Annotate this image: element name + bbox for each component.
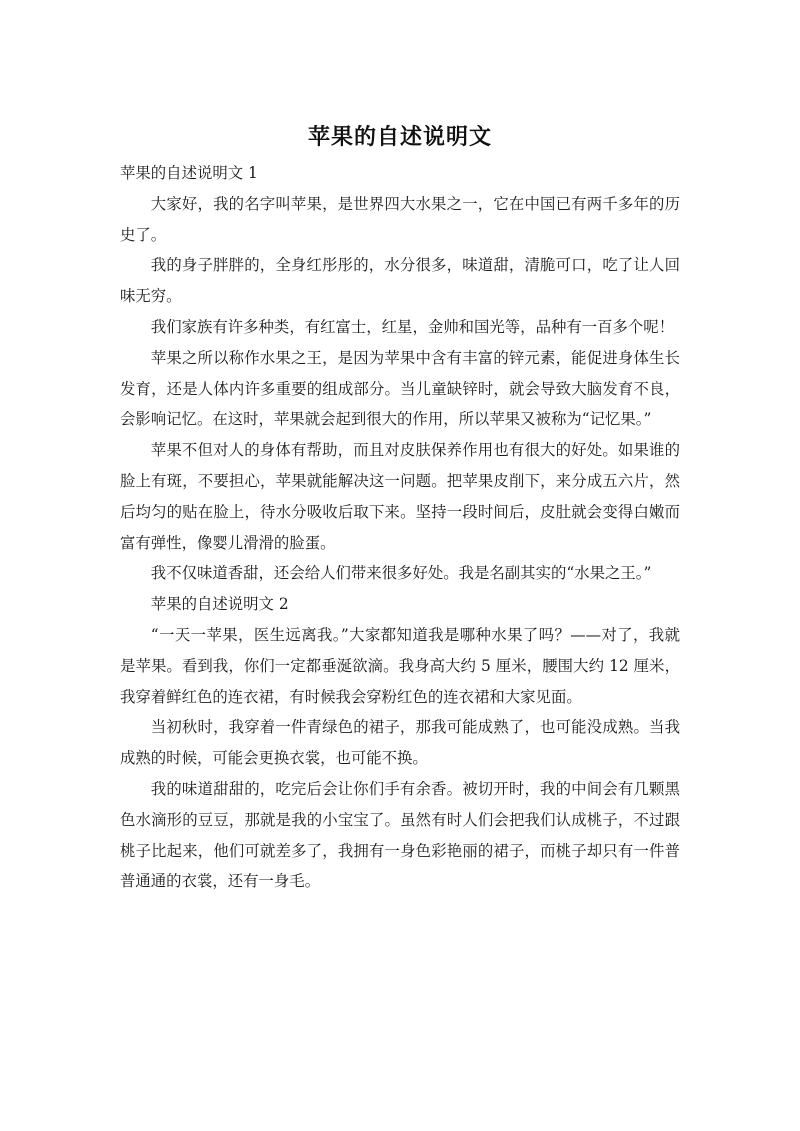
document-body — [120, 158, 680, 897]
document-title: 苹果的自述说明文 — [307, 125, 492, 150]
paragraph: 我的身子胖胖的，全身红彤彤的，水分很多，味道甜，清脆可口，吃了让人回味无穷。 — [120, 256, 680, 306]
section-heading-1: 苹果的自述说明文 1 — [120, 164, 258, 182]
section-heading-2: 苹果的自述说明文 2 — [150, 595, 289, 614]
paragraph: “一天一苹果，医生远离我。”大家都知道我是哪种水果了吗？——对了，我就是苹果。看到我，你们一定都垂涎欲滴。我身高大约 5 厘米，腰围大约 12 厘米，我穿着鲜红色的连衣裙，有时候我会穿粉红色的连衣裙和大家见面。 — [120, 625, 680, 706]
paragraph: 苹果之所以称作水果之王，是因为苹果中含有丰富的锌元素，能促进身体生长发育，还是人体内许多重要的组成部分。当儿童缺锌时，就会导致大脑发育不良，会影响记忆。在这时，苹果就会起到很大的作用，所以苹果又被称为“记忆果。” — [120, 348, 680, 429]
paragraph: 我不仅味道香甜，还会给人们带来很多好处。我是名副其实的“水果之王。” — [150, 564, 652, 583]
paragraph: 我们家族有许多种类，有红富士，红星，金帅和国光等，品种有一百多个呢！ — [150, 317, 675, 336]
paragraph: 大家好，我的名字叫苹果，是世界四大水果之一，它在中国已有两千多年的历史了。 — [120, 194, 680, 244]
paragraph: 苹果不但对人的身体有帮助，而且对皮肤保养作用也有很大的好处。如果谁的脸上有斑，不要担心，苹果就能解决这一问题。把苹果皮削下，来分成五六片，然后均匀的贴在脸上，待水分吸收后取下来。坚持一段时间后，皮肚就会变得白嫩而富有弹性，像婴儿滑滑的脸蛋。 — [120, 441, 680, 552]
paragraph: 当初秋时，我穿着一件青绿色的裙子，那我可能成熟了，也可能没成熟。当我成熟的时候，可能会更换衣裳，也可能不换。 — [120, 718, 680, 768]
paragraph: 我的味道甜甜的，吃完后会让你们手有余香。被切开时，我的中间会有几颗黑色水滴形的豆豆，那就是我的小宝宝了。虽然有时人们会把我们认成桃子，不过跟桃子比起来，他们可就差多了，我拥有一身色彩艳丽的裙子，而桃子却只有一件普普通通的衣裳，还有一身毛。 — [120, 779, 680, 891]
